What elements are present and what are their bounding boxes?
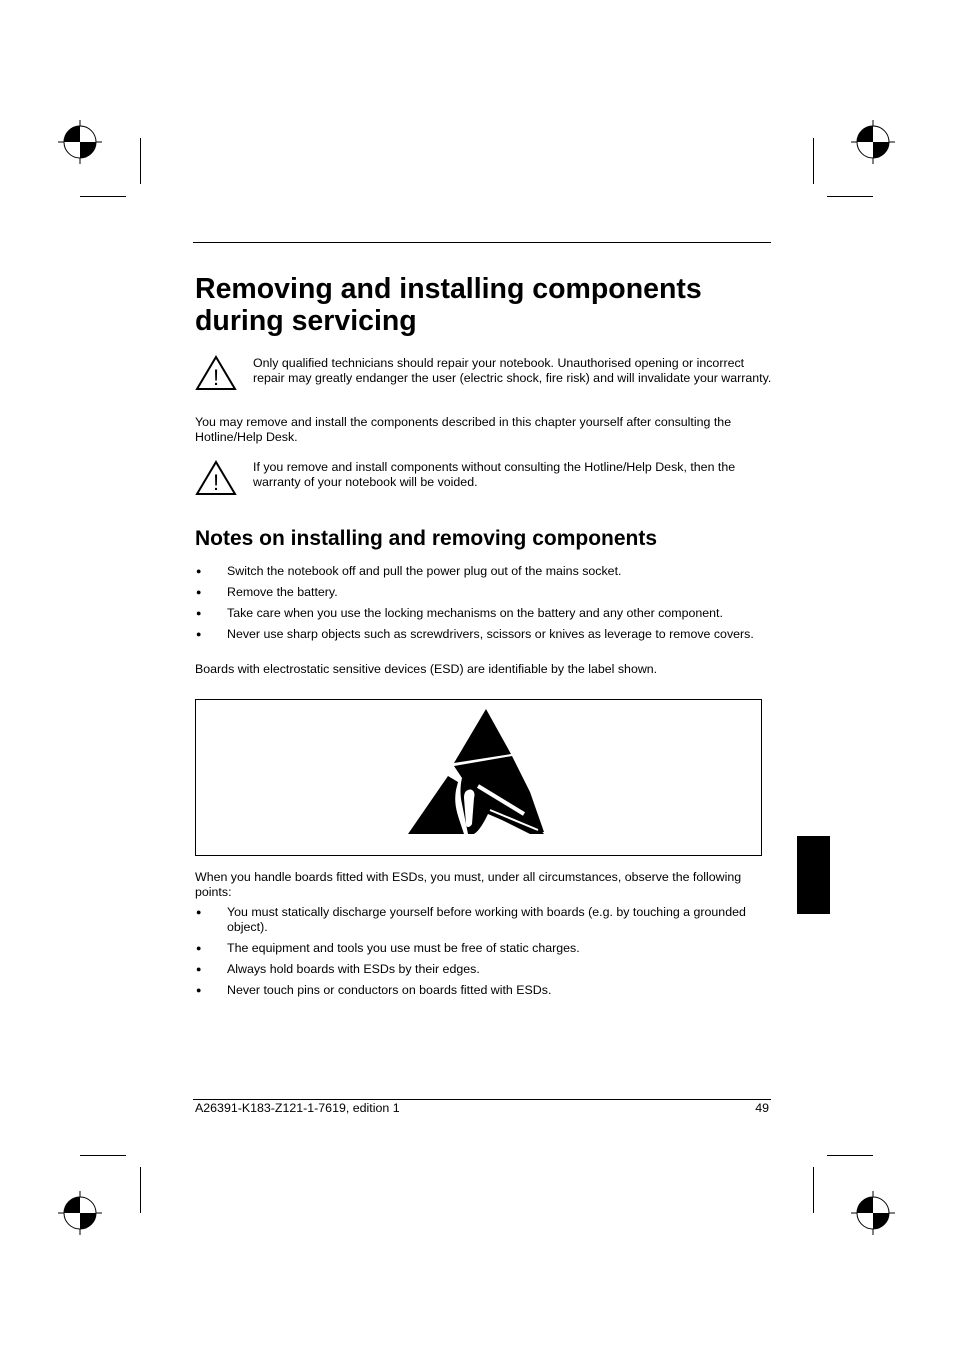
esd-note: Boards with electrostatic sensitive devices (ESD) are identifiable by the label shown. [195, 662, 658, 676]
bullet-list-2 [195, 905, 770, 1004]
warning-text-1: Only qualified technicians should repair your notebook. Unauthorised opening or incorrect repair may greatly endanger the user (electric shock, fire risk) and will invalidate your warranty. [253, 356, 772, 385]
footer-rule [193, 1099, 771, 1100]
warning-triangle-icon [195, 355, 237, 391]
section-title: Notes on installing and removing components [195, 527, 658, 550]
crop-line [140, 138, 141, 184]
chapter-thumb-tab [797, 836, 830, 914]
list-item: ● Take care when you use the locking mechanisms on the battery and any other component. [196, 605, 723, 620]
warning-text-2: If you remove and install components without consulting the Hotline/Help Desk, then the warranty of your notebook will be voided. [253, 460, 736, 489]
crop-line [80, 1155, 126, 1156]
page-number: 49 [755, 1101, 769, 1115]
bullet-list-1 [195, 564, 770, 648]
footer-doc-id: A26391-K183-Z121-1-7619, edition 1 [195, 1101, 400, 1115]
crop-line [827, 1155, 873, 1156]
header-rule [193, 242, 771, 243]
svg-text:!: ! [212, 365, 220, 390]
registration-mark-icon [849, 1189, 897, 1237]
svg-text:!: ! [212, 470, 220, 495]
crop-line [80, 196, 126, 197]
list-item: ● Never touch pins or conductors on boards fitted with ESDs. [196, 982, 552, 997]
list-item: ● Always hold boards with ESDs by their edges. [196, 961, 480, 976]
crop-line [827, 196, 873, 197]
registration-mark-icon [56, 118, 104, 166]
list-item: ● Remove the battery. [196, 584, 338, 599]
intro-paragraph: You may remove and install the components described in this chapter yourself after consulting the Hotline/Help Desk. [195, 415, 732, 444]
registration-mark-icon [56, 1189, 104, 1237]
crop-line [140, 1167, 141, 1213]
list-item: ● You must statically discharge yourself before working with boards (e.g. by touching a grounded object). [196, 905, 746, 934]
crop-line [813, 138, 814, 184]
esd-handling-intro: When you handle boards fitted with ESDs, you must, under all circumstances, observe the following points: [195, 870, 742, 899]
list-item: ● Switch the notebook off and pull the power plug out of the mains socket. [196, 564, 622, 578]
esd-label-box [195, 699, 762, 856]
crop-line [813, 1167, 814, 1213]
esd-symbol-icon [406, 706, 546, 836]
page-title: Removing and installing components during servicing [195, 273, 702, 337]
list-item: ● The equipment and tools you use must be free of static charges. [196, 940, 580, 955]
registration-mark-icon [849, 118, 897, 166]
list-item: ● Never use sharp objects such as screwdrivers, scissors or knives as leverage to remove covers. [196, 626, 754, 641]
warning-triangle-icon [195, 460, 237, 496]
